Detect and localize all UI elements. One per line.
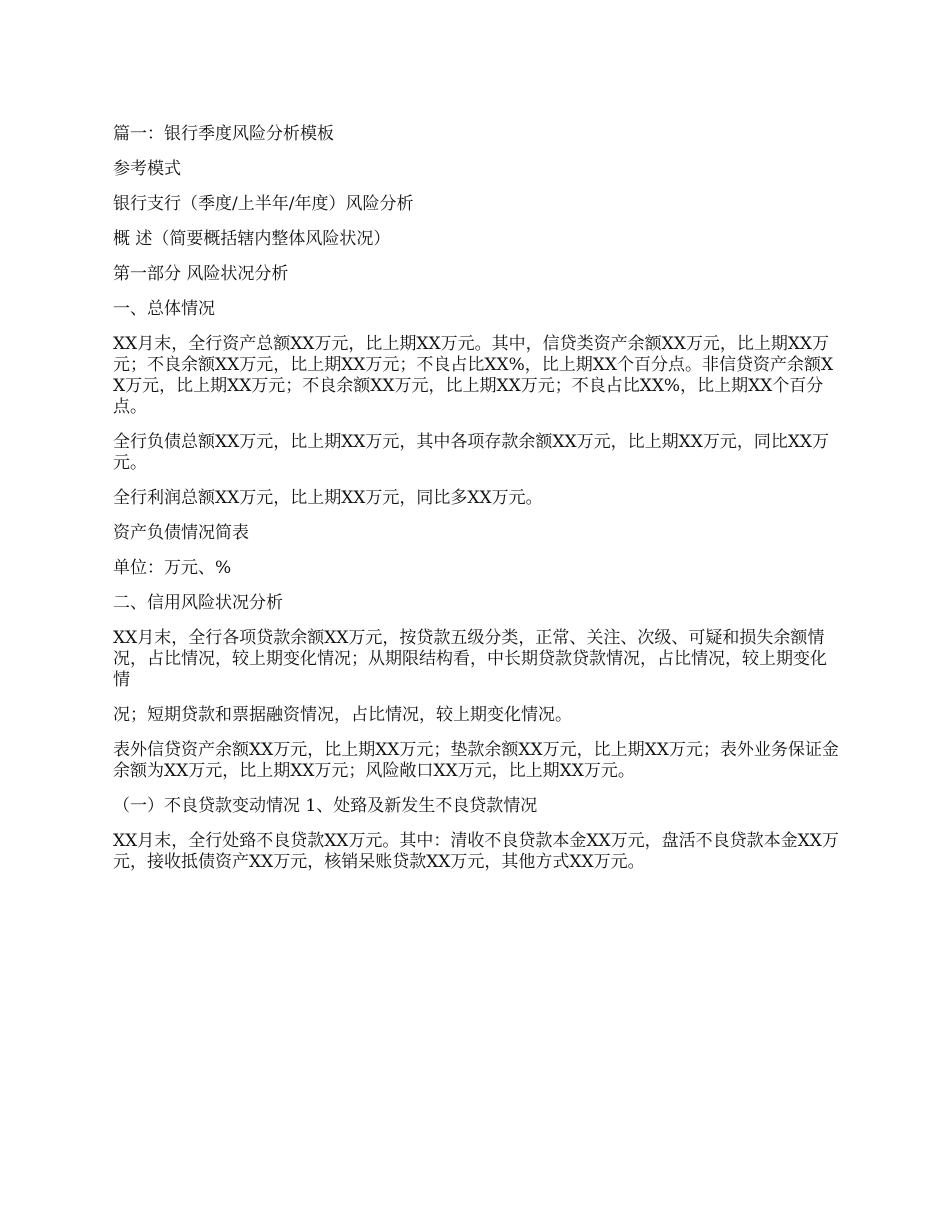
document-heading: 篇一：银行季度风险分析模板 bbox=[113, 124, 334, 144]
part-one-heading: 第一部分 风险状况分析 bbox=[113, 264, 289, 284]
reference-mode-label: 参考模式 bbox=[113, 159, 181, 179]
short-term-loan-paragraph: 况；短期贷款和票据融资情况，占比情况，较上期变化情况。 bbox=[113, 705, 572, 725]
npl-change-heading: （一）不良贷款变动情况 1、处臵及新发生不良贷款情况 bbox=[113, 796, 538, 816]
unit-label: 单位：万元、% bbox=[113, 558, 232, 578]
report-title: 银行支行（季度/上半年/年度）风险分析 bbox=[113, 194, 414, 214]
credit-risk-heading: 二、信用风险状况分析 bbox=[113, 593, 283, 613]
off-balance-paragraph: 表外信贷资产余额XX万元，比上期XX万元；垫款余额XX万元，比上期XX万元；表外业务保证金余额为XX万元，比上期XX万元；风险敞口XX万元，比上期XX万元。 bbox=[113, 740, 839, 781]
overview-label: 概 述（简要概括辖内整体风险状况） bbox=[113, 229, 391, 249]
balance-table-title: 资产负债情况简表 bbox=[113, 523, 249, 543]
profit-paragraph: 全行利润总额XX万元，比上期XX万元，同比多XX万元。 bbox=[113, 488, 543, 508]
liabilities-paragraph: 全行负债总额XX万元，比上期XX万元，其中各项存款余额XX万元，比上期XX万元，同比XX万元。 bbox=[113, 432, 830, 473]
assets-paragraph: XX月末，全行资产总额XX万元，比上期XX万元。其中，信贷类资产余额XX万元，比上期XX万元；不良余额XX万元，比上期XX万元；不良占比XX%，比上期XX个百分点。非信贷资产余额XX万元，比上期XX万元；不良余额XX万元，比上期XX万元；不良占比XX%，比上期XX个百分点。 bbox=[113, 334, 834, 417]
loan-classification-paragraph: XX月末，全行各项贷款余额XX万元，按贷款五级分类，正常、关注、次级、可疑和损失余额情况，占比情况，较上期变化情况；从期限结构看，中长期贷款贷款情况，占比情况，较上期变化情 bbox=[113, 628, 827, 690]
npl-disposal-paragraph: XX月末，全行处臵不良贷款XX万元。其中：清收不良贷款本金XX万元，盘活不良贷款本金XX万元，接收抵债资产XX万元，核销呆账贷款XX万元，其他方式XX万元。 bbox=[113, 831, 839, 872]
document-page bbox=[113, 124, 840, 887]
section-overall-heading: 一、总体情况 bbox=[113, 299, 215, 319]
